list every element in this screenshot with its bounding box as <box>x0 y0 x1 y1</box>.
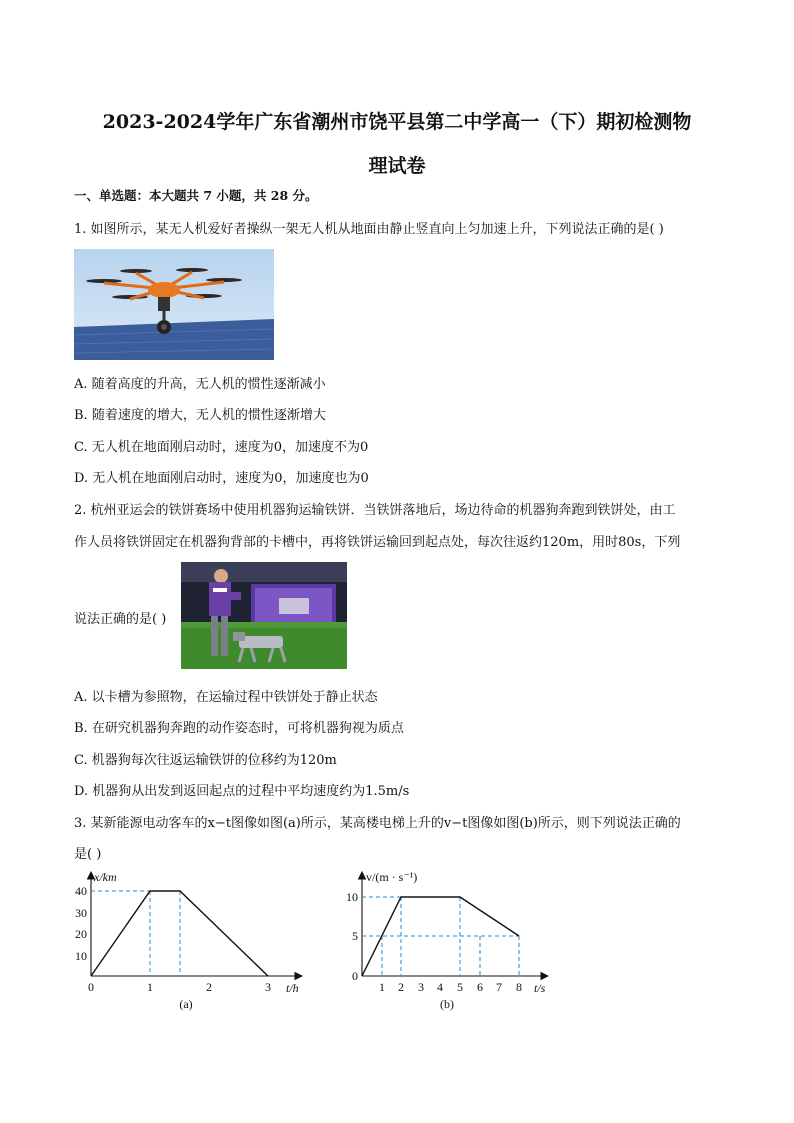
graph-b-xtick-7: 7 <box>496 980 502 994</box>
graph-a <box>70 866 310 1016</box>
graph-b-xtick-8: 8 <box>516 980 522 994</box>
title-line-1: 2023-2024学年广东省潮州市饶平县第二中学高一（下）期初检测物 <box>102 111 692 133</box>
graph-a-ytick-10: 10 <box>75 949 87 963</box>
graph-b-ytick-10: 10 <box>346 890 358 904</box>
q2-option-b: B. 在研究机器狗奔跑的动作姿态时，可将机器狗视为质点 <box>74 721 404 736</box>
q2-stem-line-3: 说法正确的是( ) <box>74 612 167 627</box>
graph-b-origin: 0 <box>352 969 358 983</box>
q1-stem: 1. 如图所示，某无人机爱好者操纵一架无人机从地面由静止竖直向上匀加速上升，下列说法正确的是( ) <box>74 222 664 237</box>
graph-a-ylabel: x/km <box>94 870 117 884</box>
graph-a-xtick-3: 3 <box>265 980 271 994</box>
graph-a-ytick-30: 30 <box>75 906 87 920</box>
graph-b-caption: (b) <box>440 997 454 1011</box>
graph-a-xtick-2: 2 <box>206 980 212 994</box>
q2-stem-line-2: 作人员将铁饼固定在机器狗背部的卡槽中，再将铁饼运输回到起点处，每次往返约120m，用时80s，下列 <box>74 535 681 550</box>
q2-option-d: D. 机器狗从出发到返回起点的过程中平均速度约为1.5m/s <box>74 784 410 799</box>
drone-photo <box>74 249 274 360</box>
graph-b-ylabel: v/(m · s⁻¹) <box>366 870 418 884</box>
q2-option-c: C. 机器狗每次往返运输铁饼的位移约为120m <box>74 753 337 768</box>
title-line-2: 理试卷 <box>368 155 426 177</box>
q1-option-d: D. 无人机在地面刚启动时，速度为0，加速度也为0 <box>74 471 369 486</box>
graph-a-caption: (a) <box>179 997 193 1011</box>
q3-stem-line-2: 是( ) <box>74 847 102 862</box>
q1-option-c: C. 无人机在地面刚启动时，速度为0，加速度不为0 <box>74 440 369 455</box>
graph-a-origin: 0 <box>88 980 94 994</box>
graph-b-xtick-4: 4 <box>437 980 443 994</box>
graph-a-ytick-20: 20 <box>75 927 87 941</box>
q3-stem-line-1: 3. 某新能源电动客车的x−t图像如图(a)所示，某高楼电梯上升的v−t图像如图(b)所示，则下列说法正确的 <box>74 816 681 831</box>
graph-b-xtick-1: 1 <box>379 980 385 994</box>
graph-b-ytick-5: 5 <box>352 929 358 943</box>
graph-a-ytick-40: 40 <box>75 884 87 898</box>
q1-option-b: B. 随着速度的增大，无人机的惯性逐渐增大 <box>74 408 326 423</box>
graph-b-xtick-5: 5 <box>457 980 463 994</box>
q2-stem-line-1: 2. 杭州亚运会的铁饼赛场中使用机器狗运输铁饼．当铁饼落地后，场边待命的机器狗奔跑到铁饼处，由工 <box>74 503 676 518</box>
graph-b-xtick-2: 2 <box>398 980 404 994</box>
q1-option-a: A. 随着高度的升高，无人机的惯性逐渐减小 <box>74 377 326 392</box>
graph-a-xlabel: t/h <box>286 981 299 995</box>
graph-b-xlabel: t/s <box>534 981 546 995</box>
graph-b <box>330 866 560 1016</box>
graph-b-xtick-6: 6 <box>477 980 483 994</box>
graph-b-xtick-3: 3 <box>418 980 424 994</box>
page-title <box>0 100 794 188</box>
graph-a-xtick-1: 1 <box>147 980 153 994</box>
q2-option-a: A. 以卡槽为参照物，在运输过程中铁饼处于静止状态 <box>74 690 378 705</box>
section-header: 一、单选题：本大题共 7 小题，共 28 分。 <box>74 188 318 203</box>
robot-dog-photo <box>181 562 347 669</box>
